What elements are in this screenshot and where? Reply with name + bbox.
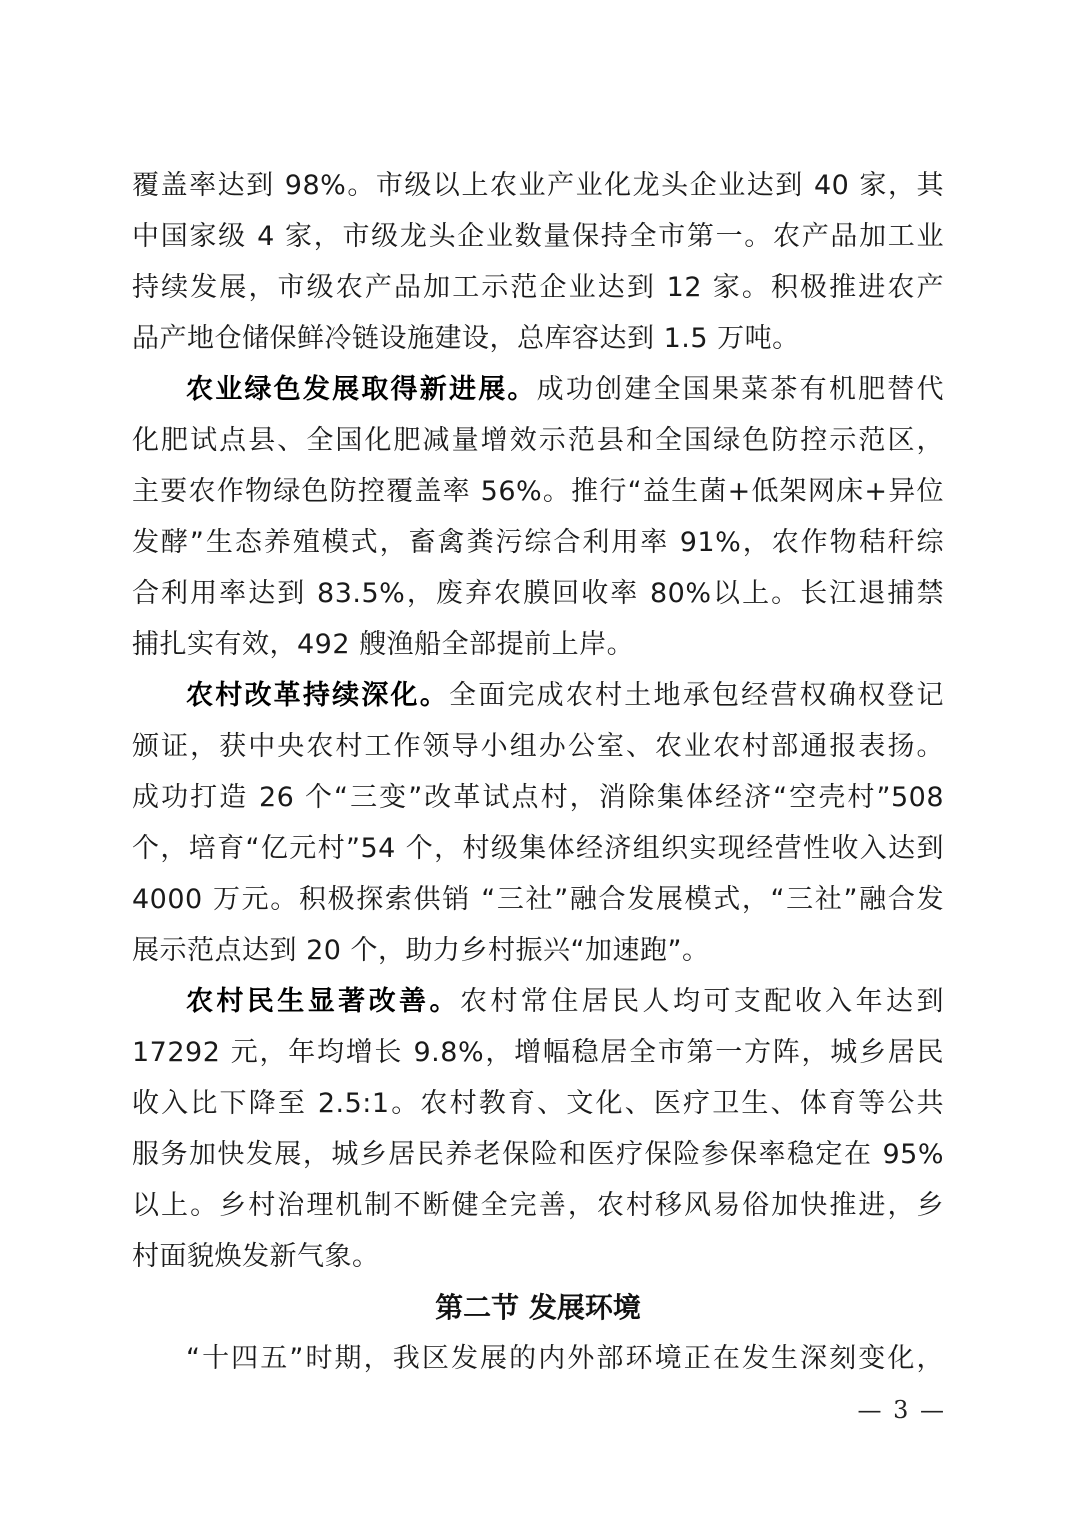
paragraph-rural-reform <box>132 670 944 976</box>
paragraph-line: 以上。乡村治理机制不断健全完善，农村移风易俗加快推进，乡 <box>132 1190 944 1221</box>
document-body <box>132 160 944 1384</box>
paragraph-line: 主要农作物绿色防控覆盖率 56%。推行“益生菌+低架网床+异位 <box>132 476 944 507</box>
paragraph-line: 持续发展，市级农产品加工示范企业达到 12 家。积极推进农产 <box>132 272 944 303</box>
paragraph-line: 捕扎实有效，492 艘渔船全部提前上岸。 <box>132 629 635 660</box>
section-first-line: “十四五”时期，我区发展的内外部环境正在发生深刻变化， <box>186 1343 944 1374</box>
paragraph-heading: 农村改革持续深化。 <box>186 680 449 711</box>
paragraph-line: 成功打造 26 个“三变”改革试点村，消除集体经济“空壳村”508 <box>132 782 944 813</box>
page-number: — 3 — <box>857 1396 946 1424</box>
paragraph-line: 中国家级 4 家，市级龙头企业数量保持全市第一。农产品加工业 <box>132 221 944 252</box>
paragraph-line: 收入比下降至 2.5:1。农村教育、文化、医疗卫生、体育等公共 <box>132 1088 944 1119</box>
paragraph-industrialization <box>132 160 944 364</box>
paragraph-line: 展示范点达到 20 个，助力乡村振兴“加速跑”。 <box>132 935 710 966</box>
paragraph-line: 发酵”生态养殖模式，畜禽粪污综合利用率 91%，农作物秸秆综 <box>132 527 944 558</box>
section-title: 第二节 发展环境 <box>435 1291 641 1324</box>
paragraph-heading: 农业绿色发展取得新进展。 <box>186 374 537 405</box>
paragraph-first-line <box>132 670 944 721</box>
paragraph-text: 农村常住居民人均可支配收入年达到 <box>459 986 944 1017</box>
paragraph-heading: 农村民生显著改善。 <box>186 986 460 1017</box>
paragraph-line: 颁证，获中央农村工作领导小组办公室、农业农村部通报表扬。 <box>132 731 944 762</box>
paragraph-first-line <box>132 364 944 415</box>
paragraph-text: 成功创建全国果菜茶有机肥替代 <box>536 374 945 405</box>
paragraph-first-line <box>132 976 944 1027</box>
paragraph-green-development <box>132 364 944 670</box>
paragraph-line: 品产地仓储保鲜冷链设施建设，总库容达到 1.5 万吨。 <box>132 323 800 354</box>
paragraph-livelihood <box>132 976 944 1282</box>
paragraph-line: 17292 元，年均增长 9.8%，增幅稳居全市第一方阵，城乡居民 <box>132 1037 944 1068</box>
paragraph-line: 村面貌焕发新气象。 <box>132 1241 380 1272</box>
paragraph-text: 全面完成农村土地承包经营权确权登记 <box>448 680 945 711</box>
paragraph-line: 化肥试点县、全国化肥减量增效示范县和全国绿色防控示范区， <box>132 425 944 456</box>
paragraph-line: 服务加快发展，城乡居民养老保险和医疗保险参保率稳定在 95% <box>132 1139 944 1170</box>
paragraph-line: 合利用率达到 83.5%，废弃农膜回收率 80%以上。长江退捕禁 <box>132 578 944 609</box>
paragraph-line: 4000 万元。积极探索供销 “三社”融合发展模式，“三社”融合发 <box>132 884 944 915</box>
paragraph-line: 覆盖率达到 98%。市级以上农业产业化龙头企业达到 40 家，其 <box>132 170 944 201</box>
paragraph-line: 个，培育“亿元村”54 个，村级集体经济组织实现经营性收入达到 <box>132 833 944 864</box>
